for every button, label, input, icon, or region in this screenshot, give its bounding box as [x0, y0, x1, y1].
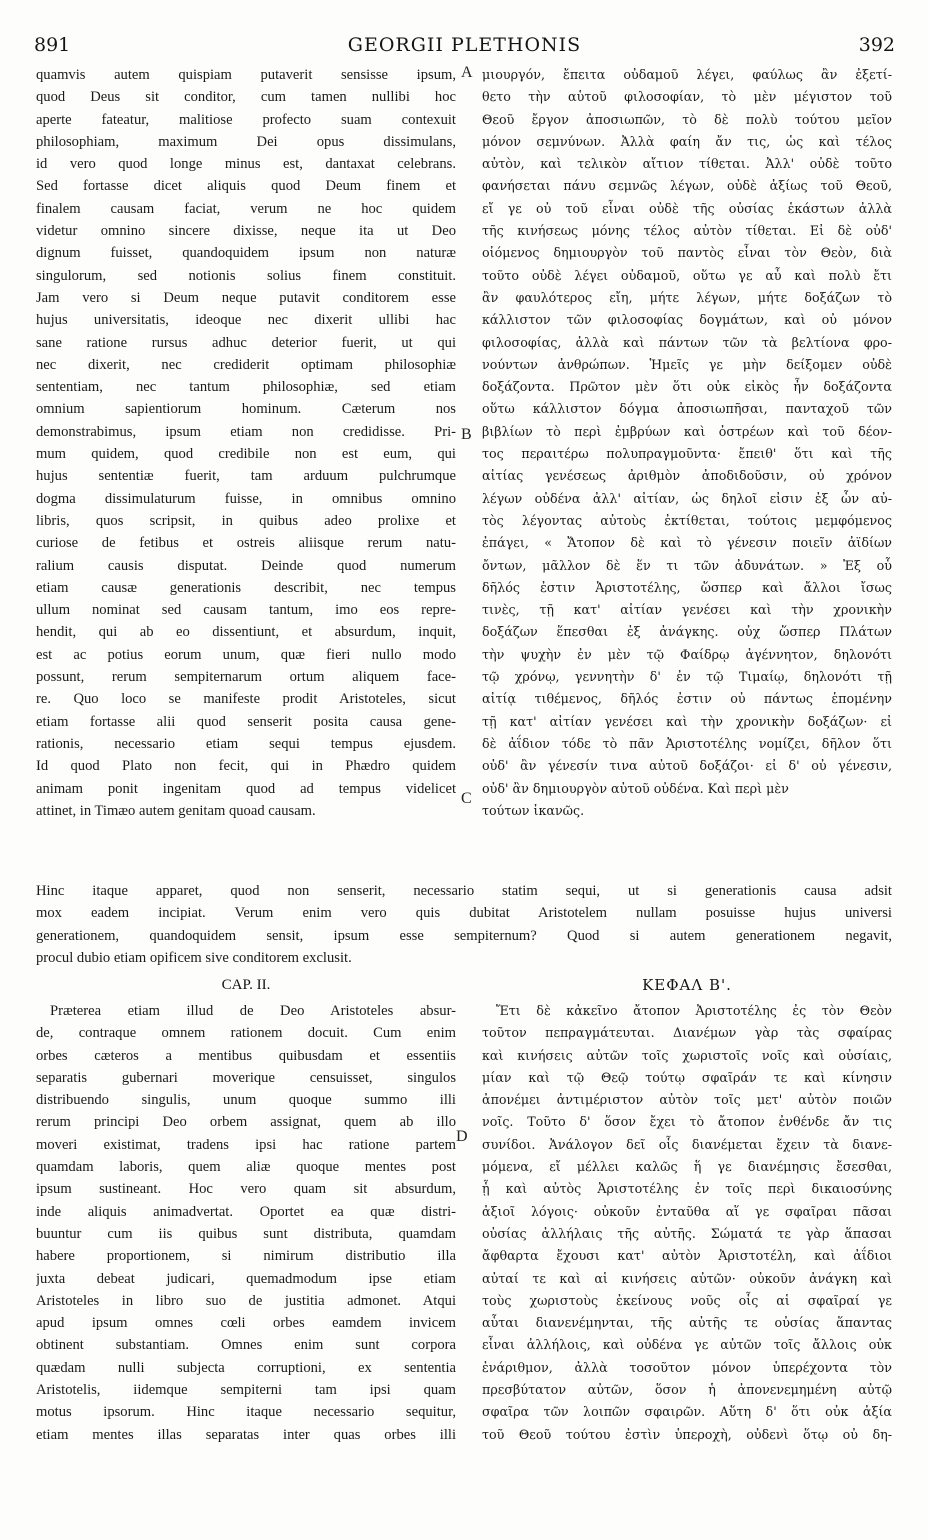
text-line: βιβλίων τὸ περὶ ἐμβρύων καὶ ὀστρέων καὶ τοῦ δέον-	[482, 423, 892, 439]
text-line: οὐδ' ἂν δημιουργὸν αὐτοῦ οὐδένα. Καὶ περὶ μὲν	[482, 780, 789, 796]
text-line: τοῦτον πεπραγμάτευται. Διανέμων γὰρ τὰς σφαίρας	[482, 1025, 892, 1041]
text-line: τούτων ἱκανῶς.	[482, 802, 585, 818]
text-line: τοῦ Θεοῦ τούτου ἐστὶν ὑπεροχὴ, οὐδενὶ ὅτῳ οὐ δη-	[482, 1426, 892, 1442]
text-line: etiam fortasse alii quod senserit posita causa gene-	[36, 713, 456, 730]
text-line: λέγων οὐδένα ἀλλ' αἰτίαν, ὡς δηλοῖ εἰσιν ἐξ ὧν αὐ-	[482, 490, 892, 506]
text-line: aperte fateatur, malitiose profecto suam contexuit	[36, 111, 456, 128]
text-line: φανήσεται πάνυ σεμνῶς λέγων, οὐδὲ ἀξίως τοῦ Θεοῦ,	[482, 178, 892, 194]
text-line: sententiam, nec tantum philosophiæ, sed etiam	[36, 379, 456, 396]
text-line: habere proportionem, si nimirum distributio illa	[36, 1248, 456, 1265]
text-line: αἰτίᾳ τιθέμενος, δῆλός ἐστιν οὐ πάντως ἑπομένην	[482, 691, 892, 707]
text-line: separatis gubernari moverique censuisset, singulos	[36, 1069, 456, 1086]
chapter-heading-greek: ΚΕΦΑΛ Β'.	[642, 976, 732, 994]
text-line: finalem causam faciat, verum ne hoc quidem	[36, 200, 456, 217]
text-line: ἐπάγει, « Ἄτοπον δὲ καὶ τὸ γένεσιν ποιεῖν ἀϊδίων	[482, 535, 892, 551]
text-line: τινὲς, τῇ κατ' αἰτίαν γενέσει καὶ τὴν χρονικὴν	[482, 602, 892, 618]
text-line: μιουργόν, ἔπειτα οὐδαμοῦ λέγει, φαύλως ἂν ἐξετί-	[482, 67, 892, 82]
text-line: οὐδ' ἂν γένεσίν τινα αὐτοῦ δοξάζοι· εἰ δ' οὐ γένεσιν,	[482, 758, 892, 774]
text-line: generationem, quandoquidem sensit, ipsum esse sempiternum? Quod si autem generationem negavit,	[36, 927, 892, 944]
text-line: δῆλός ἐστιν Ἀριστοτέλης, ὥσπερ καὶ ἄλλοι ἴσως	[482, 579, 892, 595]
text-line: curiose de fetibus et ostreis aliisque rerum natu-	[36, 535, 456, 552]
text-line: μόνον σεμνύνων. Ἀλλὰ φαίη ἄν τις, ὡς καὶ τέλος	[482, 133, 892, 149]
latin-full-width-passage	[36, 880, 892, 969]
text-line: συνίδοι. Ἀνάλογον δεῖ οἷς διανέμεται ἔχειν τὰ διανε-	[482, 1136, 892, 1152]
text-line: de, contraque omnem rationem docuit. Cum enim	[36, 1025, 456, 1042]
text-line: omnium sapientiorum hominum. Cæterum nos	[36, 401, 456, 418]
text-line: ἄφθαρτα ἔχουσι κατ' αὐτὸν Ἀριστοτέλη, καὶ ἀΐδιοι	[482, 1248, 892, 1264]
text-line: Præterea etiam illud de Deo Aristoteles absur-	[50, 1003, 456, 1019]
text-line: inde aliquis animadvertat. Oportet ea quæ distri-	[36, 1203, 456, 1220]
text-line: οὐσίας ἀλλήλαις τῆς αὐτῆς. Σώματά τε γὰρ ἅπασαι	[482, 1225, 892, 1241]
text-line: nec dixerit, nec crediderit optimam philosophiæ	[36, 356, 456, 373]
text-line: νούντων ἀνθρώπων. Ἡμεῖς γε μὴν δείξομεν οὐδὲ	[482, 356, 892, 372]
text-line: Aristoteles in libro suo de justitia admonet. Atqui	[36, 1292, 456, 1309]
text-line: ᾗ καὶ αὐτὸς Ἀριστοτέλης ἐν τοῖς περὶ δικαιοσύνης	[482, 1181, 892, 1197]
text-line: libris, quos scripsit, in quibus adeo prolixe et	[36, 512, 456, 529]
margin-marker-a: A	[461, 64, 473, 81]
text-line: etiam causæ generationis describit, nec tempus	[36, 579, 456, 596]
text-line: δὲ ἀΐδιον τόδε τὸ πᾶν Ἀριστοτέλης νομίζει, δῆλον ὅτι	[482, 735, 892, 751]
text-line: quædam nulli subjecta corruptioni, ex sententia	[36, 1359, 456, 1376]
text-line: αὗται διανενέμηνται, τῆς αὐτῆς τε οὐσίας ἅπαντας	[482, 1315, 892, 1331]
text-line: ἀπονέμει ἀντιμέριστον αὐτὸν τοῖς μετ' αὐτὸν ποιῶν	[482, 1092, 892, 1108]
text-line: quamvis autem quispiam putaverit sensisse ipsum,	[36, 67, 456, 83]
text-line: quamdam laboris, quem aliæ quoque mentes post	[36, 1159, 456, 1176]
text-line: procul dubio etiam opificem sive conditorem exclusit.	[36, 949, 352, 966]
text-line: est ac potius eorum unum, quæ fieri nullo modo	[36, 646, 456, 663]
text-line: αὐταί τε καὶ αἱ κινήσεις αὐτῶν· οὐκοῦν ἀνάγκη καὶ	[482, 1270, 892, 1286]
text-line: demonstrabimus, ipsum etiam non credidisse. Pri-	[36, 423, 456, 440]
text-line: οἰόμενος δημιουργὸν τοῦ παντὸς εἶναι τὸν Θεὸν, διὰ	[482, 245, 892, 261]
text-line: Θεοῦ ἔργον ἀποσιωπῶν, τὸ δὲ πολὺ τούτου μεῖον	[482, 111, 892, 127]
text-line: αὐτὸν, καὶ τελικὸν αἴτιον τίθεται. Ἀλλ' οὐδὲ τοῦτο	[482, 156, 892, 172]
margin-marker-c: C	[461, 790, 472, 807]
text-line: videtur omnino sincere dixisse, neque ita ut Deo	[36, 223, 456, 240]
text-line: hujus universitatis, ideoque nec dixerit ullibi hac	[36, 312, 456, 329]
text-line: δοξάζοντα. Πρῶτον μὲν ὅτι οὐκ εἰκὸς ἦν δοξάζοντα	[482, 379, 892, 395]
text-line: δοξάζων ἕπεσθαι ἐξ ἀνάγκης. οὐχ ὥσπερ Πλάτων	[482, 624, 892, 640]
text-line: dogma dissimulaturum fuisse, in omnibus omnino	[36, 490, 456, 507]
text-line: quod Deus sit conditor, cum tamen nullibi hoc	[36, 89, 456, 106]
text-line: animam ponit ingenitam quod ad tempus videlicet	[36, 780, 456, 797]
text-line: etiam mentes illas separatas inter quas orbes illi	[36, 1426, 456, 1443]
text-line: re. Quo loco se manifeste prodit Aristoteles, sicut	[36, 691, 456, 708]
running-title: GEORGII PLETHONIS	[347, 34, 582, 56]
text-line: θετο τὴν αὑτοῦ φιλοσοφίαν, τὸ μὲν μέγιστον τοῦ	[482, 89, 892, 105]
text-line: hendit, qui ab eo dissentiunt, et absurdum, inquit,	[36, 624, 456, 641]
text-line: moveri existimat, tradens ipsi hac ratione partem	[36, 1136, 456, 1153]
text-line: attinet, in Timæo autem genitam quoad causam.	[36, 802, 316, 819]
latin-column-top	[36, 64, 456, 822]
margin-marker-d: D	[456, 1128, 468, 1145]
text-line: ralium causis disputat. Deinde quod numerum	[36, 557, 456, 574]
text-line: κάλλιστον τῶν φιλοσοφίας δογμάτων, καὶ οὐ μόνον	[482, 312, 892, 328]
text-line: buuntur cum iis quibus sunt distributa, quamdam	[36, 1225, 456, 1242]
text-line: distribuendo singulis, unum quoque summo illi	[36, 1092, 456, 1109]
text-line: ἀξιοῖ λόγοις· οὐκοῦν ἐνταῦθα αἵ γε σφαῖραι πᾶσαι	[482, 1203, 892, 1219]
text-line: mum quidem, quod credibile non est eum, qui	[36, 446, 456, 463]
text-line: τῷ χρόνῳ, γεννητὴν δ' ἐν τῷ Τιμαίῳ, δηλονότι τῇ	[482, 669, 892, 685]
column-number-left: 891	[34, 34, 71, 56]
text-line: καὶ κινήσεις αὐτῶν τοῖς χωριστοῖς νοῖς καὶ οὐσίαις,	[482, 1047, 892, 1063]
text-line: Aristotelis, iidemque sempiterni tam ipsi quam	[36, 1382, 456, 1399]
text-line: ullum nominat sed causam tantum, imo eos repre-	[36, 602, 456, 619]
text-line: philosophiam, maximum Dei opus dissimulans,	[36, 133, 456, 150]
greek-column-top	[482, 64, 892, 822]
text-line: rerum principi Deo orbem assignat, quem ab illo	[36, 1114, 456, 1131]
text-line: dignum fuisset, quandoquidem ipsum non naturæ	[36, 245, 456, 262]
text-line: νοῖς. Τοῦτο δ' ὅσον ἔχει τὸ ἄτοπον ἐνθένδε ἄν τις	[482, 1114, 892, 1130]
text-line: τὴν ψυχὴν ἐν μὲν τῷ Φαίδρῳ ἀγέννητον, δηλονότι	[482, 646, 892, 662]
text-line: Jam vero si Deum neque putavit conditorem esse	[36, 289, 456, 306]
margin-marker-b: B	[461, 426, 472, 443]
text-line: apud ipsum omnes cœli orbes eamdem invicem	[36, 1315, 456, 1332]
text-line: μίαν καὶ τῷ Θεῷ τούτῳ σφαῖράν τε καὶ κίνησιν	[482, 1069, 892, 1085]
text-line: τοὺς χωριστοὺς ἐκείνους νοῦς οἷς αἱ σφαῖραί γε	[482, 1292, 892, 1308]
text-line: Ἔτι δὲ κἀκεῖνο ἄτοπον Ἀριστοτέλης ἐς τὸν Θεὸν	[496, 1003, 892, 1018]
text-line: ὄντων, μᾶλλον δὲ ἕν τι τῶν ἀδυνάτων. » Ἐξ οὗ	[482, 557, 892, 573]
text-line: φιλοσοφίας, ἀλλὰ καὶ πάντων τῶν τὰ βελτίονα φρο-	[482, 334, 892, 350]
text-line: Sed fortasse dicet aliquis quod Deum finem et	[36, 178, 456, 195]
text-line: rationis, necessario etiam sequi tempus ejusdem.	[36, 735, 456, 752]
text-line: orbes cæteros a mentibus quibusdam et essentiis	[36, 1047, 456, 1064]
text-line: obtinent substantiam. Omnes enim sunt corpora	[36, 1337, 456, 1354]
text-line: τοῦτο οὐδὲ λέγει οὐδαμοῦ, οὕτω γε αὖ καὶ πολὺ ἔτι	[482, 267, 892, 283]
greek-column-bottom	[482, 1000, 892, 1446]
text-line: Id quod Plato non fecit, qui in Phædro quidem	[36, 758, 456, 775]
text-line: τῇ κατ' αἰτίαν γενέσει καὶ τὴν χρονικὴν δοξάζων· εἰ	[482, 713, 892, 729]
text-line: juxta debeat judicari, quemadmodum ipse etiam	[36, 1270, 456, 1287]
column-number-right: 392	[858, 34, 895, 56]
text-line: ipsum sustineant. Hoc vero quam sit absurdum,	[36, 1181, 456, 1198]
text-line: τῆς κινήσεως μόνης τέλος αὐτὸν τίθεται. Εἰ δὲ οὐδ'	[482, 223, 892, 239]
text-line: motus ipsorum. Hinc itaque necessario sequitur,	[36, 1404, 456, 1421]
text-line: hujus sententiæ fuerit, tam arduum pulchrumque	[36, 468, 456, 485]
text-line: id vero quod longe minus est, dantaxat celebrans.	[36, 156, 456, 173]
text-line: σφαῖρα τῶν λοιπῶν σφαιρῶν. Αὕτη δ' ὅτι οὐκ ἀξία	[482, 1404, 892, 1420]
running-header	[30, 30, 899, 60]
latin-column-bottom	[36, 1000, 456, 1446]
text-line: οὕτω κάλλιστον δόγμα ἀποσιωπῆσαι, πανταχοῦ τῶν	[482, 401, 892, 417]
text-line: sane ratione rursus adhuc deterior fuerit, ut qui	[36, 334, 456, 351]
text-line: ἐνάριθμον, ἀλλὰ τοσοῦτον μόνον ὑπερέχοντα τὸν	[482, 1359, 892, 1375]
text-line: τὸς λέγοντας αὐτοὺς ἐκτίθεται, τούτοις μεμφόμενος	[482, 512, 892, 528]
text-line: singulorum, sed notionis solius finem constituit.	[36, 267, 456, 284]
text-line: possunt, rerum sempiternarum ortum aliquem face-	[36, 669, 456, 686]
chapter-heading-latin: CAP. II.	[221, 977, 271, 993]
text-line: Hinc itaque apparet, quod non senserit, necessario statim sequi, ut si generationis causa adsit	[36, 883, 892, 899]
text-line: mox eadem incipiat. Verum enim vero quis dubitat Aristotelem nullam posuisse hujus universi	[36, 905, 892, 922]
text-line: μόμενα, εἴ μέλλει καλῶς ἥ γε διανέμησις ἔσεσθαι,	[482, 1159, 892, 1175]
text-line: πρεσβύτατον αὐτῶν, ὅσον ἡ ἀπονενεμημένη αὐτῷ	[482, 1382, 892, 1398]
text-line: αἰτίας γενέσεως ἀριθμὸν ἀποδιδοῦσιν, οὐ χρόνον	[482, 468, 892, 484]
text-line: εἴ γε οὐ τοῦ εἶναι οὐδὲ τῆς οὐσίας ἑκάστων ἀλλὰ	[482, 200, 892, 216]
text-line: τος περαιτέρω πολυπραγμοῦντα· ἔπειθ' ὅτι καὶ τῆς	[482, 446, 892, 462]
text-line: ἂν φαυλότερος εἴη, μήτε λέγων, μήτε δοξάζων τὸ	[482, 289, 892, 305]
text-line: εἶναι ἀλλήλοις, καὶ οὐδένα γε αὐτῶν τοῖς ἄλλοις οὐκ	[482, 1337, 892, 1353]
